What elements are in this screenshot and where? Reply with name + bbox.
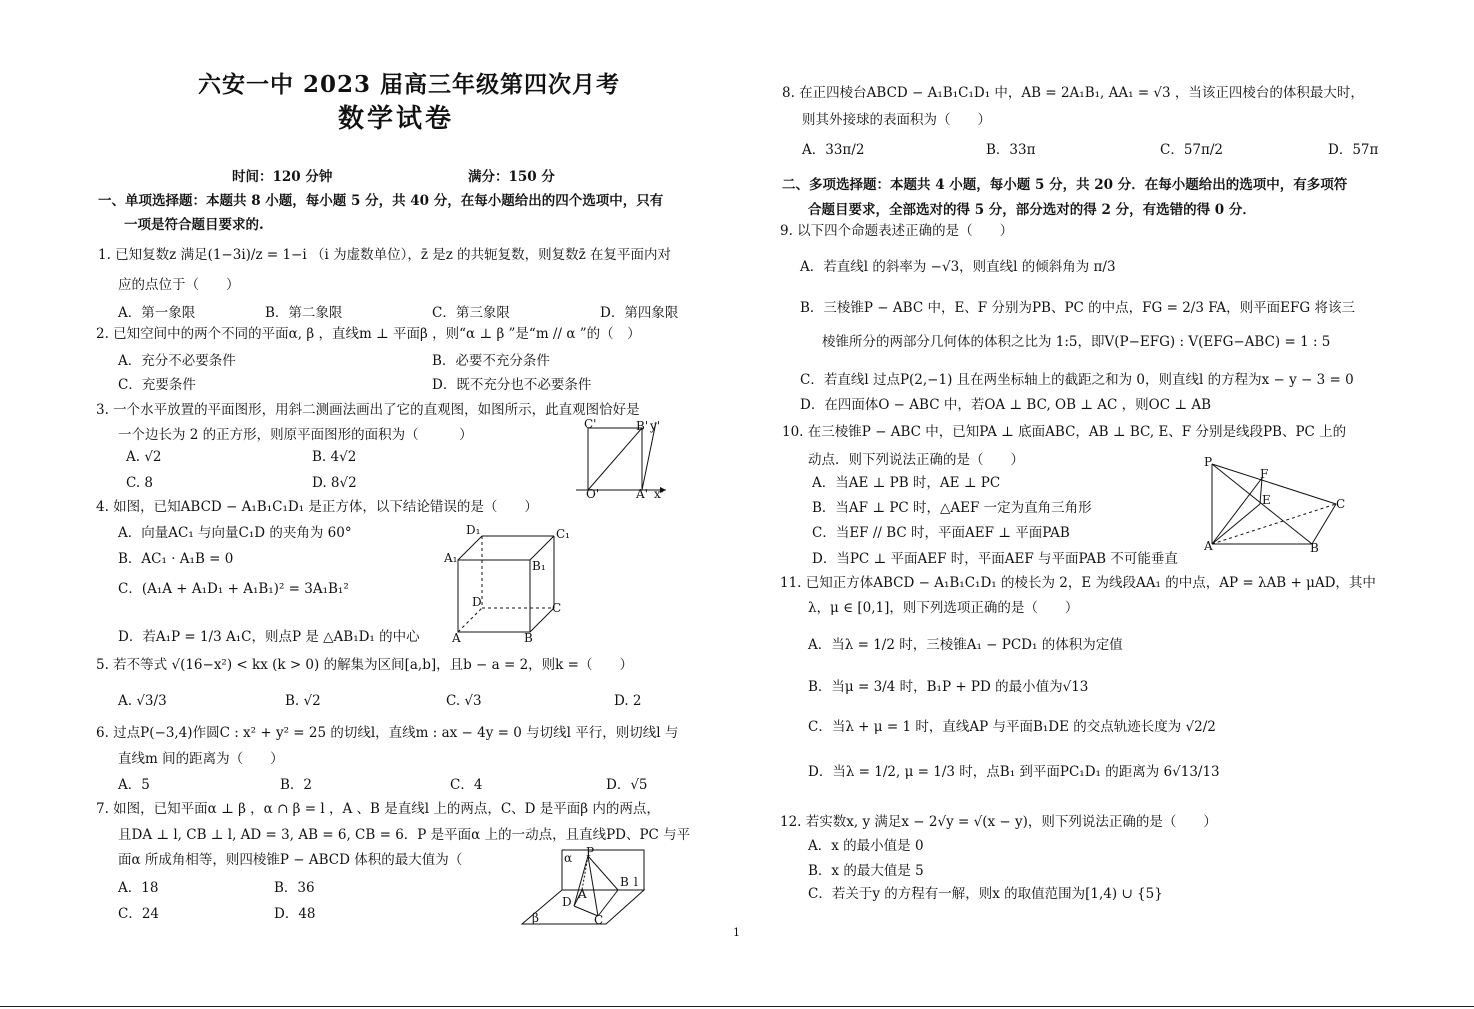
q7-option-b: B．36 (274, 880, 315, 896)
q2-option-d: D．既不充分也不必要条件 (432, 377, 592, 393)
cube-label-c1: C₁ (556, 527, 570, 541)
q10-label-f: F (1260, 467, 1269, 481)
q10-stem-cont: 动点．则下列说法正确的是（ ） (808, 452, 1024, 468)
q3-label-o: O' (586, 487, 600, 501)
q7-label-a: A (578, 887, 587, 901)
subject-title: 数学试卷 (338, 104, 455, 134)
q3-option-d: D. 8√2 (312, 475, 357, 491)
q4-option-a: A．向量AC₁ 与向量C₁D 的夹角为 60° (118, 525, 352, 541)
q4-option-b: B．AC₁ · A₁B = 0 (118, 551, 234, 567)
q7-option-a: A．18 (118, 880, 159, 896)
q7-option-c: C．24 (118, 906, 160, 922)
exam-title: 六安一中 2023 届高三年级第四次月考 (198, 71, 621, 98)
q4-stem: 4. 如图，已知ABCD − A₁B₁C₁D₁ 是正方体，以下结论错误的是（ ） (96, 499, 538, 515)
q4-cube-figure (440, 520, 580, 646)
q8-option-c: C．57π/2 (1160, 142, 1224, 158)
q7-dihedral-figure (518, 846, 648, 928)
q2-stem: 2. 已知空间中的两个不同的平面α, β ，直线m ⊥ 平面β ，则“α ⊥ β ”是“m // α ”的（ ） (96, 326, 641, 342)
q3-label-a: A' (636, 487, 648, 501)
q7-option-d: D．48 (274, 906, 316, 922)
q11-option-b: B．当μ = 3/4 时，B₁P + PD 的最小值为√13 (808, 679, 1089, 695)
q3-stem: 3. 一个水平放置的平面图形，用斜二测画法画出了它的直观图，如图所示，此直观图恰好是 (96, 402, 640, 418)
q8-option-a: A．33π/2 (802, 142, 865, 158)
q6-option-d: D．√5 (606, 777, 648, 793)
cube-label-b1: B₁ (532, 559, 546, 573)
q7-label-c: C (594, 913, 604, 927)
q8-option-d: D．57π (1328, 142, 1379, 158)
q7-stem: 7. 如图，已知平面α ⊥ β ，α ∩ β = l ，A 、B 是直线l 上的两点，C、D 是平面β 内的两点， (96, 801, 660, 817)
q10-label-c: C (1336, 497, 1346, 511)
q7-label-p: P (586, 846, 595, 859)
q11-option-a: A．当λ = 1/2 时，三棱锥A₁ − PCD₁ 的体积为定值 (808, 637, 1123, 653)
q7-label-d: D (562, 895, 572, 909)
q12-option-a: A．x 的最小值是 0 (808, 838, 924, 854)
cube-label-a1: A₁ (444, 551, 458, 565)
q2-option-a: A．充分不必要条件 (118, 353, 236, 369)
q1-stem-cont: 应的点位于（ ） (118, 277, 240, 293)
section1-heading: 一、单项选择题：本题共 8 小题，每小题 5 分，共 40 分，在每小题给出的四个选项中，只有 (98, 193, 664, 209)
q12-stem: 12. 若实数x, y 满足x − 2√y = √(x − y)，则下列说法正确的是（ ） (780, 814, 1217, 830)
q8-stem: 8. 在正四棱台ABCD − A₁B₁C₁D₁ 中，AB = 2A₁B₁, AA₁ = √3 ，当该正四棱台的体积最大时， (782, 85, 1364, 101)
q11-stem-cont: λ，μ ∈ [0,1]，则下列选项正确的是（ ） (808, 600, 1079, 616)
bottom-divider (0, 1006, 1474, 1007)
q1-option-c: C．第三象限 (432, 305, 510, 321)
q7-stem-cont2: 面α 所成角相等，则四棱锥P − ABCD 体积的最大值为（ (118, 852, 463, 868)
q5-stem: 5. 若不等式 √(16−x²) < kx (k > 0) 的解集为区间[a,b]，且b − a = 2，则k =（ ） (96, 657, 633, 673)
q5-option-d: D. 2 (614, 693, 642, 709)
cube-label-b: B (524, 631, 533, 645)
q9-option-b: B．三棱锥P − ABC 中，E、F 分别为PB、PC 的中点，FG = 2/3 FA，则平面EFG 将该三 (800, 300, 1355, 316)
q1-option-b: B．第二象限 (265, 305, 343, 321)
q11-option-d: D．当λ = 1/2, μ = 1/3 时，点B₁ 到平面PC₁D₁ 的距离为 6√13/13 (808, 764, 1220, 780)
q5-option-c: C. √3 (446, 693, 482, 709)
q7-stem-cont: 且DA ⊥ l, CB ⊥ l, AD = 3, AB = 6, CB = 6．P 是平面α 上的一动点，且直线PD、PC 与平 (118, 827, 691, 843)
q4-option-c: C．(A₁A + A₁D₁ + A₁B₁)² = 3A₁B₁² (118, 581, 349, 597)
q8-option-b: B．33π (986, 142, 1036, 158)
q9-stem: 9. 以下四个命题表述正确的是（ ） (780, 223, 1014, 239)
q1-option-d: D．第四象限 (600, 305, 679, 321)
q3-label-b: B' (636, 419, 649, 433)
q10-option-a: A．当AE ⊥ PB 时，AE ⊥ PC (812, 475, 1001, 491)
q6-option-a: A．5 (118, 777, 150, 793)
q6-stem-cont: 直线m 间的距离为（ ） (118, 751, 284, 767)
q3-option-b: B. 4√2 (312, 449, 357, 465)
q3-oblique-square-figure (570, 418, 670, 502)
q10-label-b: B (1310, 541, 1319, 555)
q1-option-a: A．第一象限 (118, 305, 196, 321)
q10-label-e: E (1262, 493, 1271, 507)
q9-option-a: A．若直线l 的斜率为 −√3，则直线l 的倾斜角为 π/3 (800, 259, 1116, 275)
q10-option-c: C．当EF // BC 时，平面AEF ⊥ 平面PAB (812, 525, 1070, 541)
q10-tetrahedron-figure (1200, 456, 1350, 556)
q5-option-b: B. √2 (285, 693, 321, 709)
q11-option-c: C．当λ + μ = 1 时，直线AP 与平面B₁DE 的交点轨迹长度为 √2/2 (808, 719, 1216, 735)
q1-stem: 1. 已知复数z 满足(1−3i)/z = 1−i （i 为虚数单位），z̄ 是z 的共轭复数，则复数z̄ 在复平面内对 (98, 247, 672, 263)
q5-option-a: A. √3/3 (118, 693, 167, 709)
section2-heading-cont: 合题目要求，全部选对的得 5 分，部分选对的得 2 分，有选错的得 0 分． (808, 202, 1256, 218)
q7-label-beta: β (532, 911, 539, 925)
q7-label-b: B (620, 875, 629, 889)
q2-option-c: C．充要条件 (118, 377, 196, 393)
q9-option-d: D．在四面体O − ABC 中，若OA ⊥ BC, OB ⊥ AC ，则OC ⊥ AB (800, 397, 1212, 413)
q2-option-b: B．必要不充分条件 (432, 353, 550, 369)
q12-option-c: C．若关于y 的方程有一解，则x 的取值范围为[1,4) ∪ {5} (808, 886, 1163, 902)
section1-heading-cont: 一项是符合题目要求的. (124, 217, 264, 233)
q10-option-b: B．当AF ⊥ PC 时，△AEF 一定为直角三角形 (812, 500, 1092, 516)
cube-label-c: C (552, 601, 562, 615)
q9-option-c: C．若直线l 过点P(2,−1) 且在两坐标轴上的截距之和为 0，则直线l 的方程为x − y − 3 = 0 (800, 372, 1354, 388)
q3-option-a: A. √2 (126, 449, 162, 465)
q3-label-x: x' (654, 487, 665, 501)
exam-full-score: 满分：150 分 (468, 169, 555, 185)
q3-label-y: y' (650, 419, 661, 433)
q11-stem: 11. 已知正方体ABCD − A₁B₁C₁D₁ 的棱长为 2，E 为线段AA₁ 的中点，AP = λAB + μAD，其中 (780, 575, 1376, 591)
q3-label-c: C' (584, 418, 597, 431)
q10-option-d: D．当PC ⊥ 平面AEF 时，平面AEF 与平面PAB 不可能垂直 (812, 551, 1178, 567)
exam-time: 时间：120 分钟 (232, 169, 333, 185)
q10-label-a: A (1204, 539, 1213, 553)
q4-option-d: D．若A₁P = 1/3 A₁C，则点P 是 △AB₁D₁ 的中心 (118, 629, 420, 645)
page-number: 1 (733, 926, 740, 939)
q8-stem-cont: 则其外接球的表面积为（ ） (802, 112, 991, 128)
q10-stem: 10. 在三棱锥P − ABC 中，已知PA ⊥ 底面ABC，AB ⊥ BC, E、F 分别是线段PB、PC 上的 (782, 424, 1347, 440)
cube-label-d: D (472, 595, 482, 609)
q7-label-alpha: α (564, 851, 573, 865)
q12-option-b: B．x 的最大值是 5 (808, 863, 924, 879)
q10-label-p: P (1204, 456, 1213, 469)
q7-label-l: l (634, 875, 638, 889)
q6-option-c: C．4 (450, 777, 483, 793)
q3-option-c: C. 8 (126, 475, 154, 491)
cube-label-a: A (452, 631, 461, 645)
q6-stem: 6. 过点P(−3,4)作圆C : x² + y² = 25 的切线l，直线m : ax − 4y = 0 与切线l 平行，则切线l 与 (96, 725, 679, 741)
section2-heading: 二、多项选择题：本题共 4 小题，每小题 5 分，共 20 分．在每小题给出的选项中，有多项符 (782, 177, 1348, 193)
q6-option-b: B．2 (280, 777, 313, 793)
q9-option-b-cont: 棱锥所分的两部分几何体的体积之比为 1:5，即V(P−EFG) : V(EFG−ABC) = 1 : 5 (822, 334, 1331, 350)
cube-label-d1: D₁ (466, 523, 481, 537)
q3-stem-cont: 一个边长为 2 的正方形，则原平面图形的面积为（ ） (118, 427, 473, 443)
